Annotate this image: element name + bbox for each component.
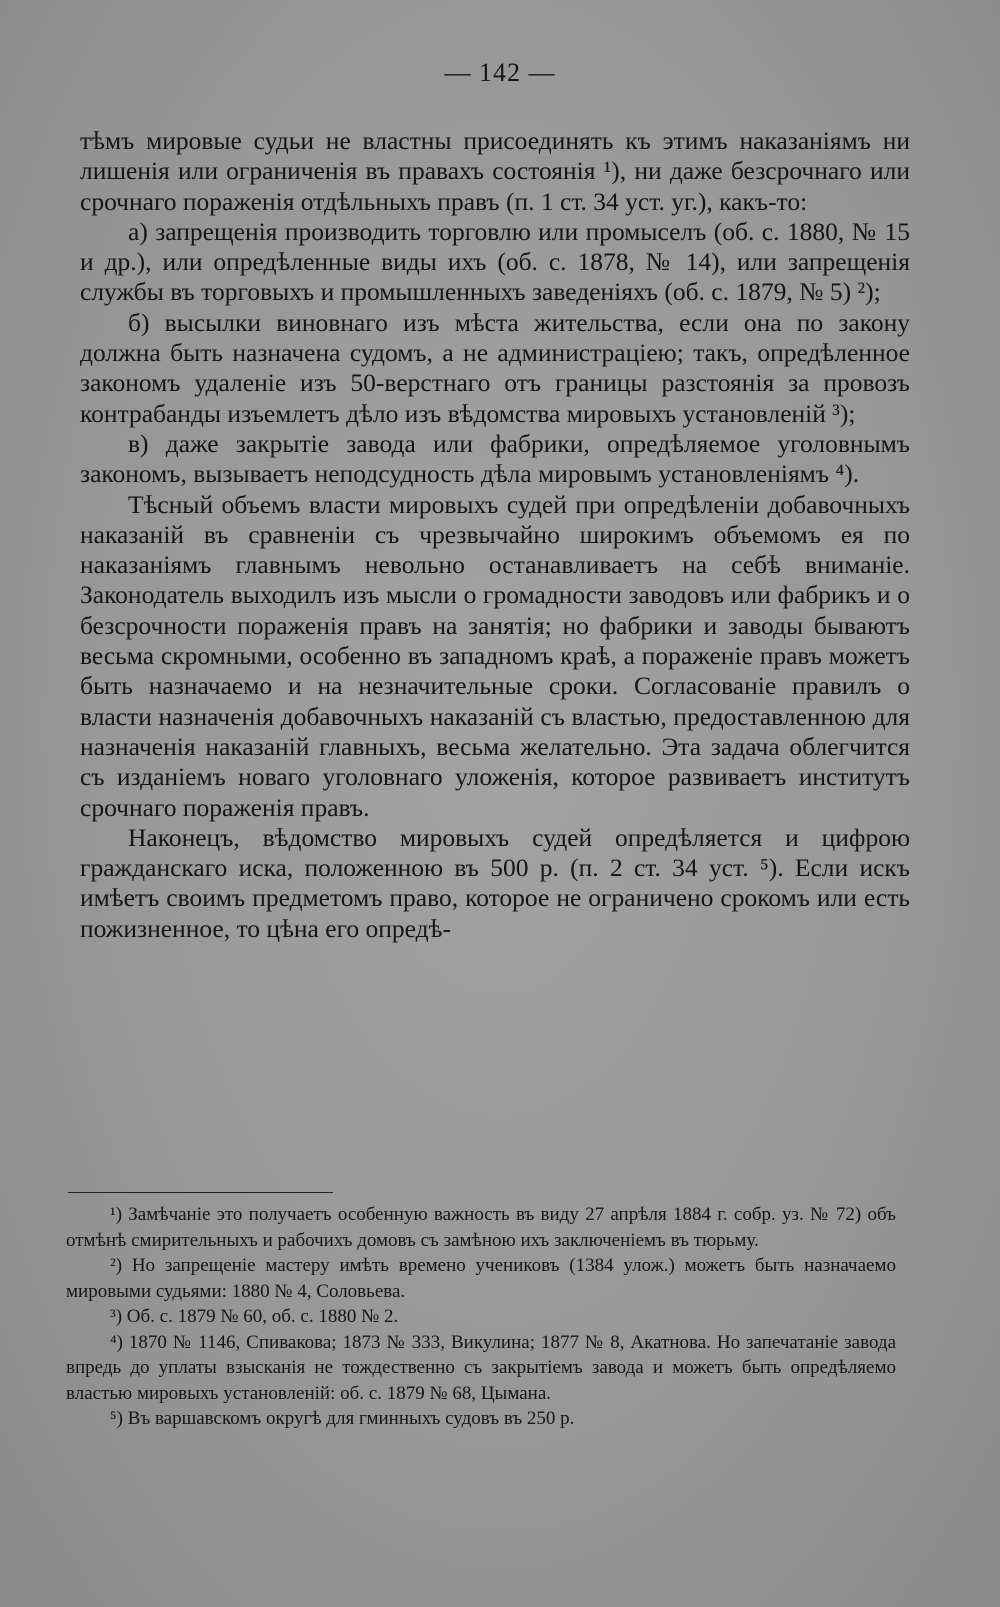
paragraph: а) запрещенія производить торговлю или промыселъ (об. с. 1880, № 15 и др.), или опредѣленные виды ихъ (об. с. 1878, № 14), или запрещенія службы въ торговыхъ и промышленныхъ заведеніяхъ (об. с. 1879, № 5) ²);	[80, 216, 910, 307]
paragraph: Наконецъ, вѣдомство мировыхъ судей опредѣляется и цифрою гражданскаго иска, положенною въ 500 р. (п. 2 ст. 34 уст. ⁵). Если искъ имѣетъ своимъ предметомъ право, которое не ограничено срокомъ или есть пожизненное, то цѣна его опредѣ-	[80, 822, 910, 943]
main-text	[80, 126, 910, 944]
footnote-divider	[68, 1192, 333, 1193]
paragraph: Тѣсный объемъ власти мировыхъ судей при опредѣленіи добавочныхъ наказаній въ сравненіи съ чрезвычайно широкимъ объемомъ ея по наказаніямъ главнымъ невольно останавливаетъ на себѣ вниманіе. Законодатель выходилъ изъ мысли о громадности заводовъ или фабрикъ и о безсрочности пораженія правъ на занятія; но фабрики и заводы бываютъ весьма скромными, особенно въ западномъ краѣ, а пораженіе правъ можетъ быть назначаемо и на незначительные сроки. Согласованіе правилъ о власти назначенія добавочныхъ наказаній съ властью, предоставленною для назначенія наказаній главныхъ, весьма желательно. Эта задача облегчится съ изданіемъ новаго уголовнаго уложенія, которое развиваетъ институтъ срочнаго пораженія правъ.	[80, 489, 910, 822]
footnote: ¹) Замѣчаніе это получаетъ особенную важность въ виду 27 апрѣля 1884 г. собр. уз. № 72) объ отмѣнѣ смирительныхъ и рабочихъ домовъ съ замѣною ихъ заключеніемъ въ тюрьму.	[66, 1204, 896, 1251]
footnote: ⁵) Въ варшавскомъ округѣ для гминныхъ судовъ въ 250 р.	[110, 1408, 575, 1429]
paragraph: тѣмъ мировые судьи не властны присоединять къ этимъ наказаніямъ ни лишенія или ограниченія въ правахъ состоянія ¹), ни даже безсрочнаго или срочнаго пораженія отдѣльныхъ правъ (п. 1 ст. 34 уст. уг.), какъ-то:	[80, 126, 910, 216]
paragraph: в) даже закрытіе завода или фабрики, опредѣляемое уголовнымъ закономъ, вызываетъ неподсудность дѣла мировымъ установленіямъ ⁴).	[80, 428, 910, 489]
footnotes	[66, 1202, 896, 1432]
footnote: ⁴) 1870 № 1146, Спивакова; 1873 № 333, Викулина; 1877 № 8, Акатнова. Но запечатаніе завода впредь до уплаты взысканія не тождественно съ закрытіемъ завода и можетъ быть опредѣляемо властью мировыхъ установленій: об. с. 1879 № 68, Цымана.	[66, 1331, 896, 1404]
page-number: — 142 —	[444, 58, 556, 87]
footnote: ³) Об. с. 1879 № 60, об. с. 1880 № 2.	[110, 1306, 399, 1327]
footnote: ²) Но запрещеніе мастеру имѣть времено учениковъ (1384 улож.) можетъ быть назначаемо мировыми судьями: 1880 № 4, Соловьева.	[66, 1255, 896, 1302]
paragraph: б) высылки виновнаго изъ мѣста жительства, если она по закону должна быть назначена судомъ, а не администраціею; такъ, опредѣленное закономъ удаленіе изъ 50-верстнаго отъ границы разстоянія за провозъ контрабанды изъемлетъ дѣло изъ вѣдомства мировыхъ установленій ³);	[80, 307, 910, 428]
